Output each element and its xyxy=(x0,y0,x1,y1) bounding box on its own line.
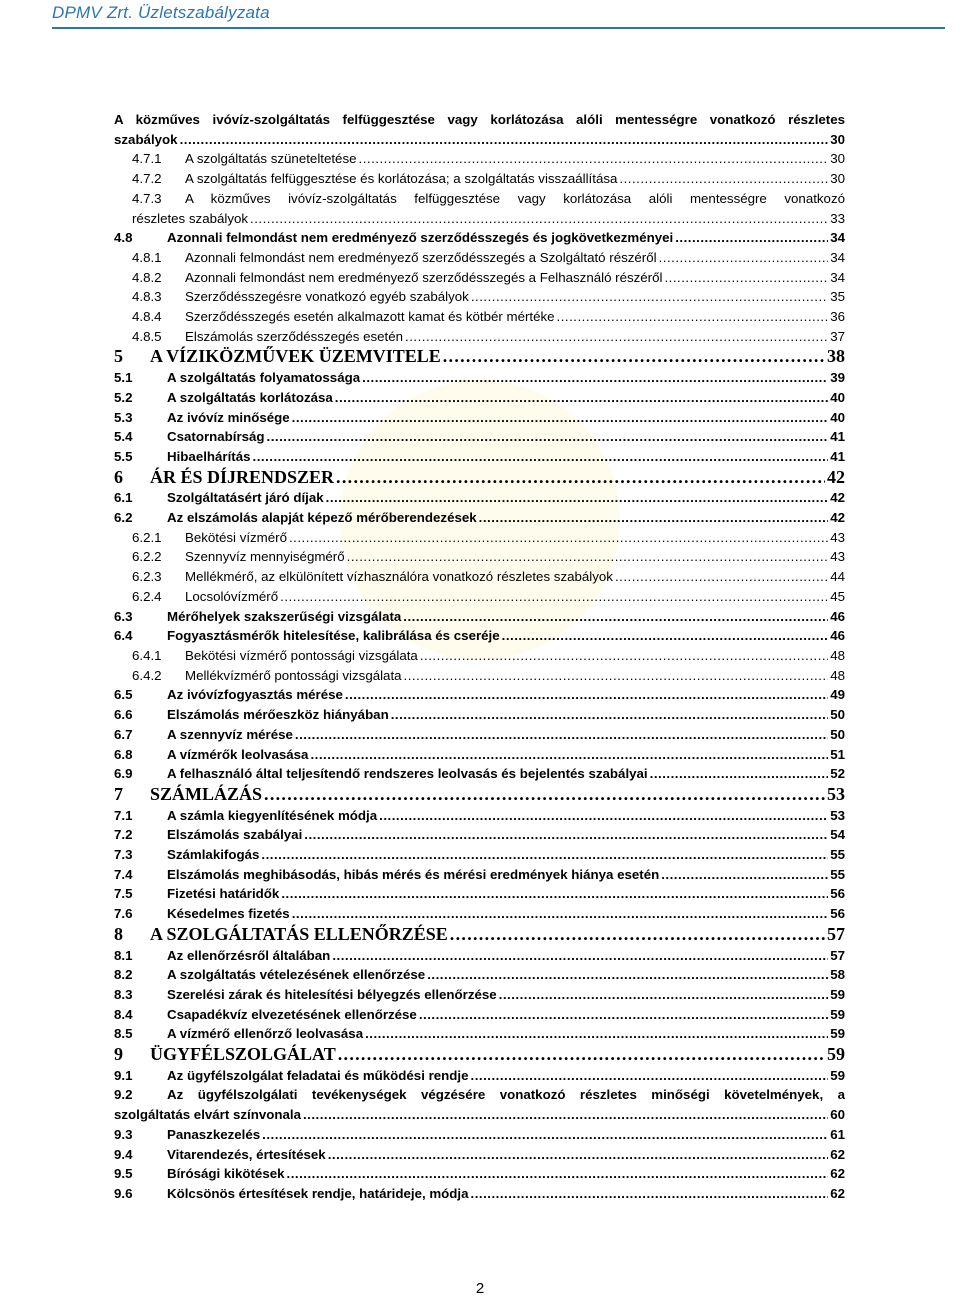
toc-title: Csatornabírság xyxy=(167,429,265,445)
toc-leader xyxy=(310,745,828,765)
toc-leader xyxy=(281,884,828,904)
toc-title: Kölcsönös értesítések rendje, határideje, módja xyxy=(167,1185,469,1201)
toc-entry[interactable] xyxy=(114,725,845,745)
toc-number: 6.2.3 xyxy=(132,569,162,585)
document-title: DPMV Zrt. Üzletszabályzata xyxy=(52,3,270,22)
toc-entry[interactable] xyxy=(114,388,845,408)
toc-number: 9.5 xyxy=(114,1166,133,1182)
toc-entry[interactable] xyxy=(114,705,845,725)
toc-title: Panaszkezelés xyxy=(167,1126,261,1142)
toc-title: A SZOLGÁLTATÁS ELLENŐRZÉSE xyxy=(150,923,448,944)
toc-page: 42 xyxy=(830,490,845,506)
toc-page: 57 xyxy=(827,923,845,944)
toc-entry[interactable] xyxy=(114,1044,845,1066)
toc-entry[interactable] xyxy=(114,1024,845,1044)
toc-leader xyxy=(557,307,829,327)
toc-entry[interactable] xyxy=(114,965,845,985)
toc-leader xyxy=(261,845,828,865)
header-divider xyxy=(52,27,945,29)
toc-entry[interactable] xyxy=(114,666,845,686)
toc-page: 55 xyxy=(830,866,845,882)
toc-leader xyxy=(267,427,829,447)
toc-entry[interactable] xyxy=(114,845,845,865)
toc-page: 36 xyxy=(830,309,845,325)
toc-page: 61 xyxy=(830,1126,845,1142)
toc-page: 43 xyxy=(830,529,845,545)
toc-page: 62 xyxy=(830,1185,845,1201)
toc-number: 6 xyxy=(114,466,123,487)
toc-title: Fizetési határidők xyxy=(167,886,280,902)
toc-page: 52 xyxy=(830,766,845,782)
toc-entry[interactable] xyxy=(114,346,845,368)
toc-title: Az ügyfélszolgálat feladatai és működési rendje xyxy=(167,1067,469,1083)
toc-leader xyxy=(379,806,828,826)
toc-number: 6.4.2 xyxy=(132,667,162,683)
toc-number: 5.4 xyxy=(114,429,133,445)
toc-entry[interactable] xyxy=(114,884,845,904)
toc-number: 6.2 xyxy=(114,510,133,526)
toc-entry[interactable] xyxy=(114,1164,845,1184)
toc-leader xyxy=(303,1105,828,1125)
toc-page: 34 xyxy=(830,249,845,265)
toc-entry[interactable] xyxy=(114,764,845,784)
toc-leader xyxy=(403,607,828,627)
toc-number: 5 xyxy=(114,346,123,367)
toc-title: A szolgáltatás korlátozása xyxy=(167,389,333,405)
toc-leader xyxy=(615,567,828,587)
toc-title: Elszámolás szabályai xyxy=(167,827,303,843)
toc-number: 9.4 xyxy=(114,1146,133,1162)
toc-page: 54 xyxy=(830,827,845,843)
toc-title: Fogyasztásmérők hitelesítése, kalibrálása és cseréje xyxy=(167,628,500,644)
toc-title: A felhasználó által teljesítendő rendszeres leolvasás és bejelentés szabályai xyxy=(167,766,648,782)
toc-title: A szolgáltatás folyamatossága xyxy=(167,370,361,386)
toc-title: Azonnali felmondást nem eredményező szerződésszegés a Felhasználó részéről xyxy=(185,269,663,285)
toc-title: Késedelmes fizetés xyxy=(167,906,290,922)
toc-page: 48 xyxy=(830,647,845,663)
toc-leader xyxy=(280,587,828,607)
toc-page: 50 xyxy=(830,707,845,723)
toc-page: 43 xyxy=(830,549,845,565)
toc-page: 49 xyxy=(830,687,845,703)
toc-leader xyxy=(443,346,825,368)
toc-entry[interactable] xyxy=(114,806,845,826)
toc-number: 4.8 xyxy=(114,230,133,246)
toc-entry[interactable] xyxy=(114,1005,845,1025)
toc-page: 62 xyxy=(830,1146,845,1162)
toc-number: 6.5 xyxy=(114,687,133,703)
toc-page: 35 xyxy=(830,289,845,305)
toc-entry[interactable] xyxy=(114,110,845,149)
toc-number: 6.4 xyxy=(114,628,133,644)
toc-title: Mellékmérő, az elkülönített vízhasználóra vonatkozó részletes szabályok xyxy=(185,569,613,585)
page-header xyxy=(52,2,945,28)
toc-title: A VÍZIKÖZMŰVEK ÜZEMVITELE xyxy=(150,346,441,367)
toc-number: 7.6 xyxy=(114,906,133,922)
toc-leader xyxy=(471,287,828,307)
table-of-contents xyxy=(114,110,845,1204)
toc-leader xyxy=(289,528,828,548)
toc-number: 7.4 xyxy=(114,866,133,882)
toc-title: Mérőhelyek szakszerűségi vizsgálata xyxy=(167,608,402,624)
toc-title: A vízmérő ellenőrző leolvasása xyxy=(167,1026,364,1042)
toc-leader xyxy=(250,209,828,229)
toc-page: 38 xyxy=(827,346,845,367)
toc-title-line1: A közműves ivóvíz-szolgáltatás felfüggesztése vagy korlátozása alóli mentességre vonatkozó részletes xyxy=(114,112,845,127)
toc-title: Bekötési vízmérő xyxy=(185,529,287,545)
toc-page: 53 xyxy=(827,783,845,804)
toc-title: Számlakifogás xyxy=(167,847,260,863)
toc-page: 33 xyxy=(830,210,845,226)
toc-entry[interactable] xyxy=(114,745,845,765)
toc-entry[interactable] xyxy=(114,528,845,548)
toc-entry[interactable] xyxy=(114,427,845,447)
toc-number: 7.3 xyxy=(114,847,133,863)
toc-entry[interactable] xyxy=(114,646,845,666)
toc-title: Csapadékvíz elvezetésének ellenőrzése xyxy=(167,1006,417,1022)
toc-number: 9.2 xyxy=(114,1087,133,1103)
toc-page: 62 xyxy=(830,1166,845,1182)
toc-page: 30 xyxy=(830,171,845,187)
toc-page: 46 xyxy=(830,628,845,644)
toc-number: 8.3 xyxy=(114,986,133,1002)
toc-entry[interactable] xyxy=(114,447,845,467)
toc-leader xyxy=(292,408,829,428)
toc-entry[interactable] xyxy=(114,467,845,489)
toc-leader xyxy=(304,825,828,845)
toc-title: Azonnali felmondást nem eredményező szerződésszegés a Szolgáltató részéről xyxy=(185,249,657,265)
toc-leader xyxy=(391,705,828,725)
toc-page: 42 xyxy=(827,466,845,487)
toc-title: Elszámolás meghibásodás, hibás mérés és mérési eredmények hiánya esetén xyxy=(167,866,660,882)
toc-title: Azonnali felmondást nem eredményező szerződésszegés és jogkövetkezményei xyxy=(167,230,674,246)
toc-number: 6.2.1 xyxy=(132,529,162,545)
toc-title: Szerződésszegés esetén alkalmazott kamat és kötbér mértéke xyxy=(185,309,555,325)
toc-leader xyxy=(450,924,825,946)
toc-title: Bekötési vízmérő pontossági vizsgálata xyxy=(185,647,418,663)
toc-entry[interactable] xyxy=(114,1125,845,1145)
toc-leader xyxy=(427,965,828,985)
toc-page: 50 xyxy=(830,726,845,742)
toc-leader xyxy=(362,368,828,388)
toc-entry[interactable] xyxy=(114,924,845,946)
toc-leader xyxy=(338,1044,825,1066)
toc-entry[interactable] xyxy=(114,327,845,347)
toc-title: Szerződésszegésre vonatkozó egyéb szabályok xyxy=(185,289,469,305)
toc-number: 4.8.3 xyxy=(132,289,162,305)
toc-page: 53 xyxy=(830,807,845,823)
toc-number: 8.2 xyxy=(114,967,133,983)
toc-leader xyxy=(180,130,829,150)
toc-title: A szolgáltatás felfüggesztése és korlátozása; a szolgáltatás visszaállítása xyxy=(185,171,618,187)
toc-page: 30 xyxy=(830,151,845,167)
toc-title: A szolgáltatás vételezésének ellenőrzése xyxy=(167,967,426,983)
toc-leader xyxy=(471,1184,829,1204)
toc-leader xyxy=(661,865,828,885)
toc-number: 8 xyxy=(114,923,123,944)
toc-page: 40 xyxy=(830,389,845,405)
toc-page: 59 xyxy=(830,1026,845,1042)
toc-number: 6.2.4 xyxy=(132,588,162,604)
toc-page: 51 xyxy=(830,746,845,762)
toc-title: Hibaelhárítás xyxy=(167,448,251,464)
toc-title: A vízmérők leolvasása xyxy=(167,746,309,762)
toc-leader xyxy=(262,1125,828,1145)
toc-page: 41 xyxy=(830,448,845,464)
toc-entry[interactable] xyxy=(114,904,845,924)
toc-title-line1: Az ügyfélszolgálati tevékenységek végzésére vonatkozó részletes minőségi követelmények, a xyxy=(167,1087,845,1103)
toc-number: 6.7 xyxy=(114,726,133,742)
toc-title: A szennyvíz mérése xyxy=(167,726,293,742)
toc-page: 59 xyxy=(827,1044,845,1065)
toc-leader xyxy=(499,985,829,1005)
toc-title: Elszámolás mérőeszköz hiányában xyxy=(167,707,389,723)
toc-page: 59 xyxy=(830,1067,845,1083)
toc-entry[interactable] xyxy=(114,1145,845,1165)
toc-title: Vitarendezés, értesítések xyxy=(167,1146,326,1162)
toc-leader xyxy=(326,488,829,508)
toc-number: 9.6 xyxy=(114,1185,133,1201)
toc-entry[interactable] xyxy=(114,268,845,288)
toc-leader xyxy=(335,388,828,408)
toc-entry[interactable] xyxy=(114,587,845,607)
toc-number: 6.6 xyxy=(114,707,133,723)
toc-page: 40 xyxy=(830,409,845,425)
toc-entry[interactable] xyxy=(114,368,845,388)
toc-leader xyxy=(405,327,828,347)
toc-number: 7 xyxy=(114,783,123,804)
toc-page: 42 xyxy=(830,510,845,526)
toc-entry[interactable] xyxy=(114,985,845,1005)
toc-number: 4.8.4 xyxy=(132,309,162,325)
toc-entry[interactable] xyxy=(114,607,845,627)
toc-leader xyxy=(479,508,829,528)
toc-entry[interactable] xyxy=(114,228,845,248)
toc-entry[interactable] xyxy=(114,865,845,885)
toc-title: Az ivóvízfogyasztás mérése xyxy=(167,687,343,703)
toc-number: 4.8.5 xyxy=(132,328,162,344)
toc-leader xyxy=(419,1005,828,1025)
toc-page: 60 xyxy=(830,1107,845,1123)
toc-number: 6.9 xyxy=(114,766,133,782)
toc-title: A szolgáltatás szüneteltetése xyxy=(185,151,357,167)
toc-leader xyxy=(619,169,828,189)
toc-entry[interactable] xyxy=(114,567,845,587)
toc-number: 7.5 xyxy=(114,886,133,902)
toc-leader xyxy=(345,685,828,705)
toc-page: 55 xyxy=(830,847,845,863)
toc-page: 45 xyxy=(830,588,845,604)
toc-entry[interactable] xyxy=(114,626,845,646)
toc-leader xyxy=(292,904,829,924)
toc-page: 59 xyxy=(830,986,845,1002)
toc-title: Mellékvízmérő pontossági vizsgálata xyxy=(185,667,402,683)
toc-number: 5.3 xyxy=(114,409,133,425)
toc-leader xyxy=(404,666,829,686)
toc-number: 4.8.1 xyxy=(132,249,162,265)
toc-number: 8.4 xyxy=(114,1006,133,1022)
toc-number: 4.7.1 xyxy=(132,151,162,167)
toc-entry[interactable] xyxy=(114,1085,845,1124)
toc-title: Szerelési zárak és hitelesítési bélyegzés ellenőrzése xyxy=(167,986,497,1002)
toc-leader xyxy=(253,447,829,467)
toc-page: 59 xyxy=(830,1006,845,1022)
toc-leader xyxy=(471,1066,829,1086)
toc-leader xyxy=(359,149,829,169)
toc-entry[interactable] xyxy=(114,488,845,508)
toc-page: 34 xyxy=(830,230,845,246)
toc-entry[interactable] xyxy=(114,169,845,189)
toc-number: 6.4.1 xyxy=(132,647,162,663)
toc-entry[interactable] xyxy=(114,508,845,528)
toc-number: 6.3 xyxy=(114,608,133,624)
toc-title-line2: részletes szabályok xyxy=(132,210,249,226)
toc-leader xyxy=(664,268,828,288)
toc-leader xyxy=(659,248,829,268)
toc-page: 48 xyxy=(830,667,845,683)
toc-leader xyxy=(332,946,828,966)
toc-page: 41 xyxy=(830,429,845,445)
toc-entry[interactable] xyxy=(114,149,845,169)
toc-number: 5.5 xyxy=(114,448,133,464)
toc-page: 44 xyxy=(830,569,845,585)
toc-page: 46 xyxy=(830,608,845,624)
toc-title: Az ivóvíz minősége xyxy=(167,409,290,425)
toc-leader xyxy=(287,1164,829,1184)
toc-leader xyxy=(365,1024,828,1044)
toc-title: Szolgáltatásért járó díjak xyxy=(167,490,324,506)
toc-entry[interactable] xyxy=(114,825,845,845)
toc-leader xyxy=(336,467,825,489)
toc-leader xyxy=(328,1145,829,1165)
toc-entry[interactable] xyxy=(114,287,845,307)
toc-page: 34 xyxy=(830,269,845,285)
toc-page: 58 xyxy=(830,967,845,983)
toc-title: Elszámolás szerződésszegés esetén xyxy=(185,328,404,344)
toc-number: 5.1 xyxy=(114,370,133,386)
toc-title: Locsolóvízmérő xyxy=(185,588,279,604)
toc-leader xyxy=(295,725,828,745)
toc-entry[interactable] xyxy=(114,189,845,228)
toc-page: 57 xyxy=(830,947,845,963)
toc-page: 56 xyxy=(830,906,845,922)
toc-leader xyxy=(347,547,829,567)
toc-title: Az ellenőrzésről általában xyxy=(167,947,331,963)
toc-number: 6.1 xyxy=(114,490,133,506)
toc-page: 56 xyxy=(830,886,845,902)
toc-page: 39 xyxy=(830,370,845,386)
toc-entry[interactable] xyxy=(114,547,845,567)
toc-number: 7.1 xyxy=(114,807,133,823)
toc-leader xyxy=(502,626,829,646)
toc-title: A számla kiegyenlítésének módja xyxy=(167,807,378,823)
page-number: 2 xyxy=(475,1280,485,1297)
toc-entry[interactable] xyxy=(114,307,845,327)
toc-number: 9 xyxy=(114,1044,123,1065)
toc-page: 37 xyxy=(830,328,845,344)
toc-number: 6.2.2 xyxy=(132,549,162,565)
toc-title: SZÁMLÁZÁS xyxy=(150,783,263,804)
toc-title-line2: szabályok xyxy=(114,131,178,147)
toc-entry[interactable] xyxy=(114,685,845,705)
toc-page: 30 xyxy=(830,131,845,147)
toc-title-line2: szolgáltatás elvárt színvonala xyxy=(114,1107,301,1123)
toc-number: 7.2 xyxy=(114,827,133,843)
toc-title: ÁR ÉS DÍJRENDSZER xyxy=(150,466,335,487)
toc-leader xyxy=(264,784,825,806)
toc-number: 9.1 xyxy=(114,1067,133,1083)
toc-entry[interactable] xyxy=(114,408,845,428)
toc-entry[interactable] xyxy=(114,248,845,268)
toc-number: 4.7.3 xyxy=(132,190,162,206)
toc-leader xyxy=(650,764,829,784)
toc-entry[interactable] xyxy=(114,1066,845,1086)
toc-title: Az elszámolás alapját képező mérőberendezések xyxy=(167,510,477,526)
toc-entry[interactable] xyxy=(114,1184,845,1204)
toc-leader xyxy=(675,228,828,248)
toc-number: 4.7.2 xyxy=(132,171,162,187)
toc-number: 4.8.2 xyxy=(132,269,162,285)
toc-title-line1: A közműves ivóvíz-szolgáltatás felfüggesztése vagy korlátozása alóli mentességre vonatkozó xyxy=(185,190,845,206)
toc-entry[interactable] xyxy=(114,946,845,966)
toc-number: 8.1 xyxy=(114,947,133,963)
toc-entry[interactable] xyxy=(114,784,845,806)
toc-number: 5.2 xyxy=(114,389,133,405)
toc-title: Szennyvíz mennyiségmérő xyxy=(185,549,345,565)
toc-number: 6.8 xyxy=(114,746,133,762)
toc-title: Bírósági kikötések xyxy=(167,1166,285,1182)
toc-leader xyxy=(420,646,828,666)
toc-title: ÜGYFÉLSZOLGÁLAT xyxy=(150,1044,336,1065)
toc-number: 8.5 xyxy=(114,1026,133,1042)
toc-number: 9.3 xyxy=(114,1126,133,1142)
